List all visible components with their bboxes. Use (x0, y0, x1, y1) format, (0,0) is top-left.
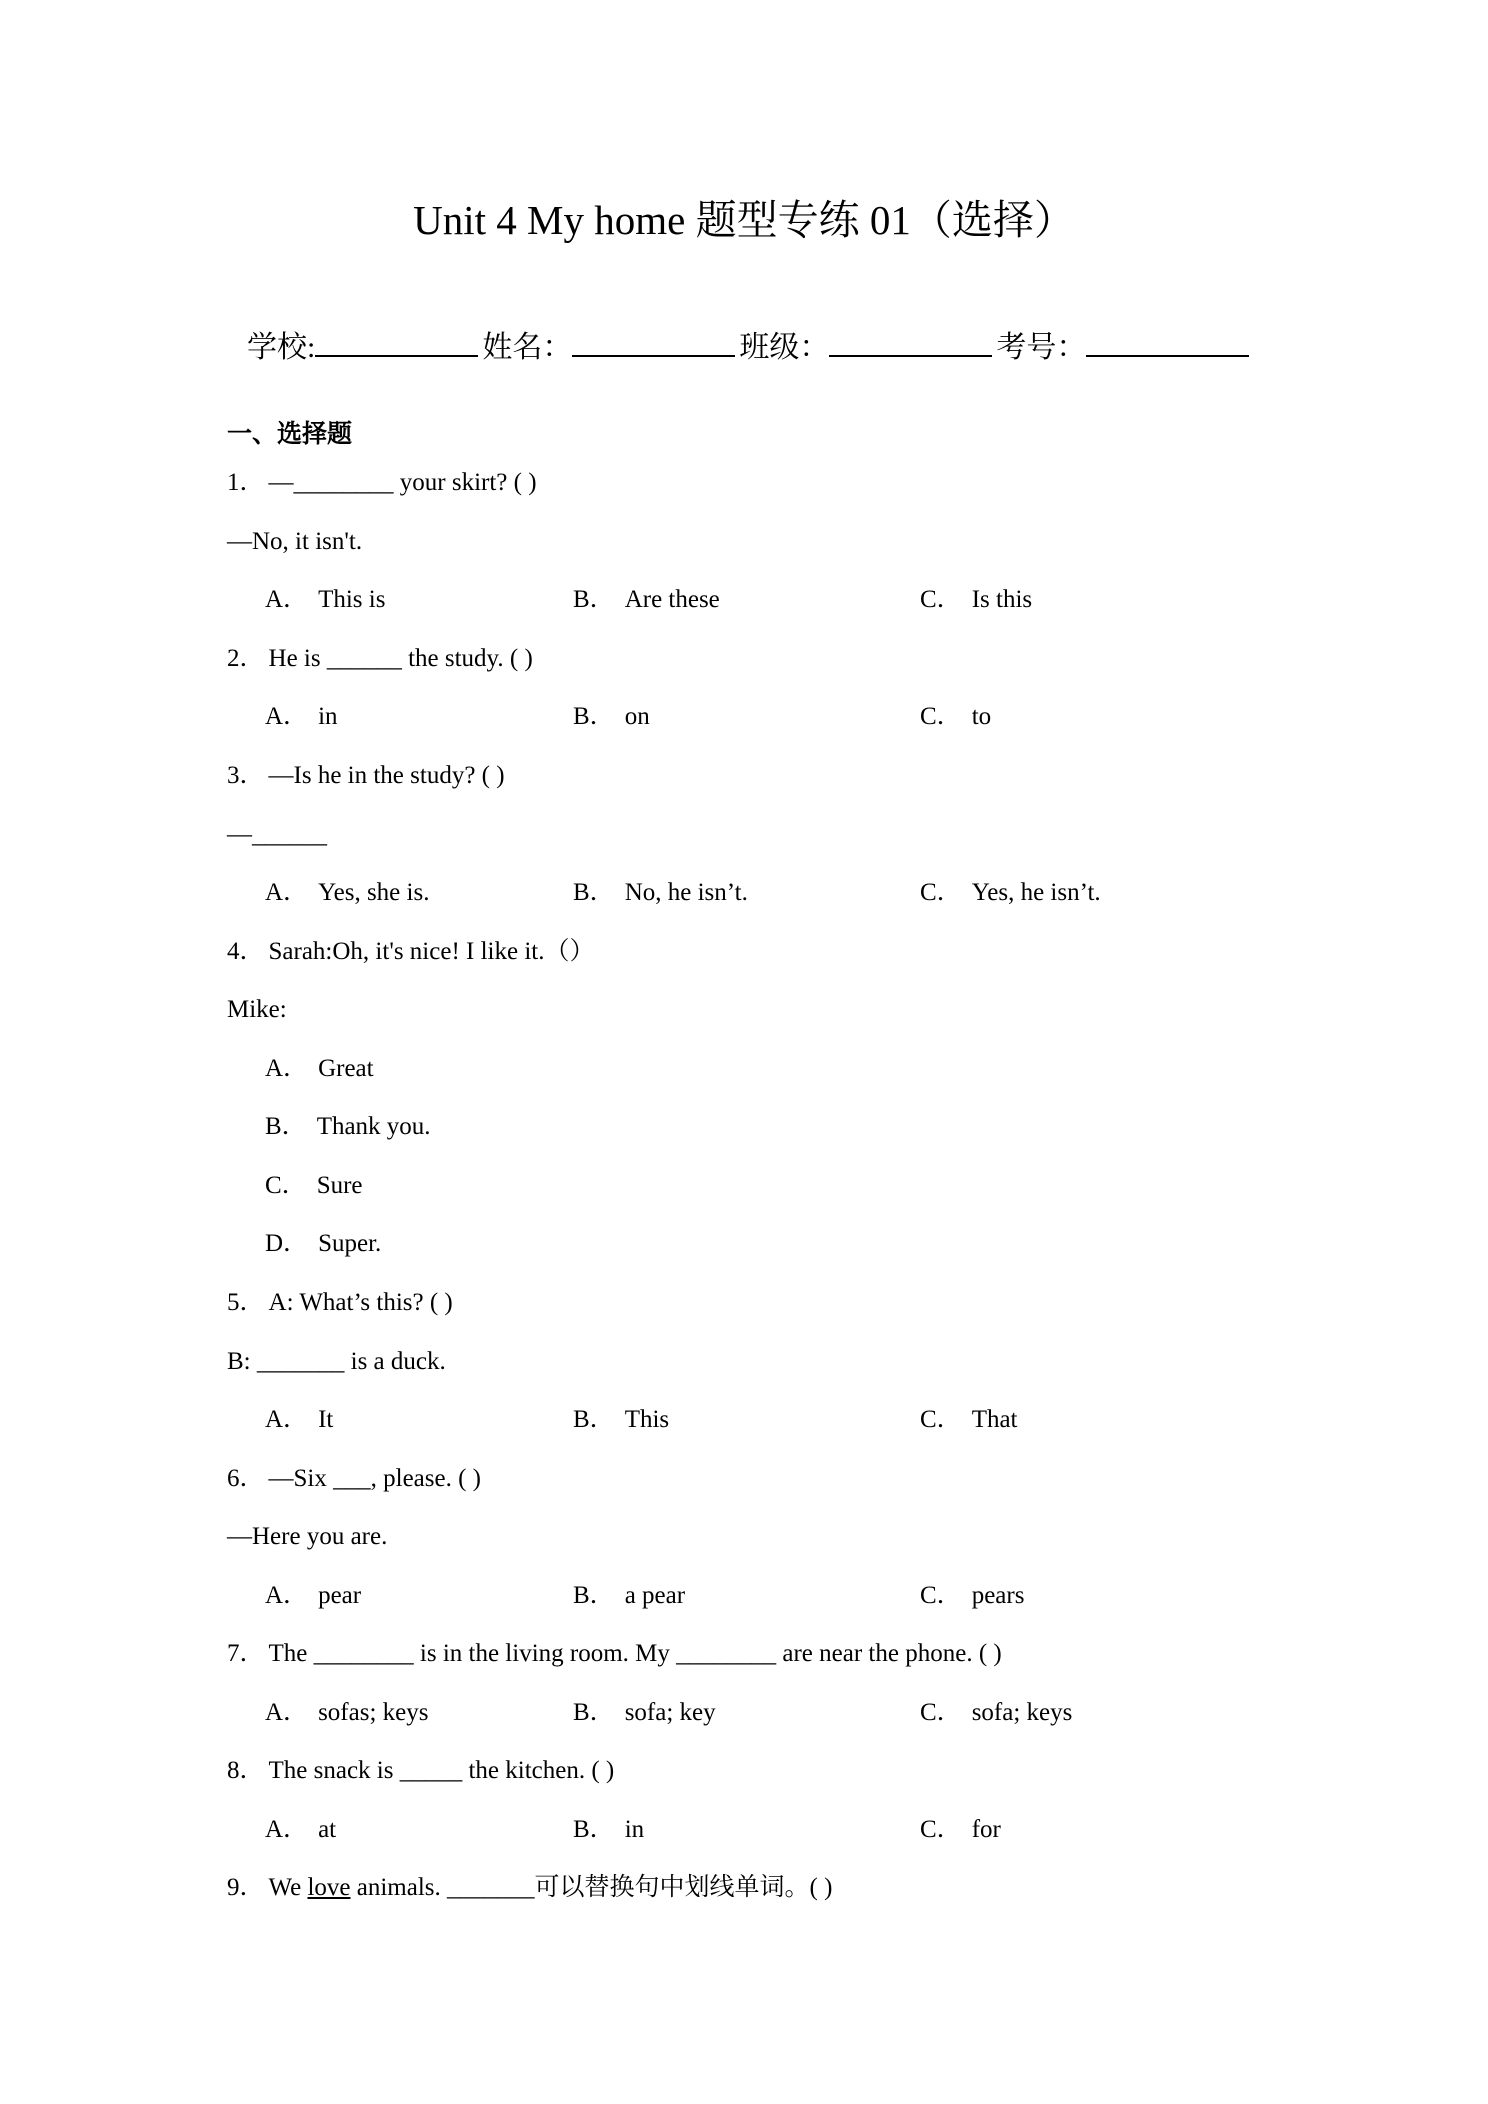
option-letter: A． (265, 586, 309, 613)
option-letter: A． (265, 1055, 309, 1082)
question-4-option-c[interactable] (265, 1169, 363, 1203)
option-text: sofas; keys (318, 1699, 429, 1726)
question-4-stem (227, 935, 594, 969)
school-label: 学校: (247, 331, 316, 364)
option-letter: C． (920, 1699, 962, 1726)
option-letter: A． (265, 1699, 309, 1726)
question-text: —Is he in the study? ( ) (268, 762, 505, 789)
question-7-option-b[interactable] (573, 1696, 716, 1730)
question-number: 1． (227, 469, 265, 496)
question-text: B: (227, 1348, 257, 1375)
question-text: — (268, 469, 294, 496)
option-text: a pear (624, 1582, 686, 1609)
answer-blank: ___ (333, 1465, 371, 1492)
question-number: 5． (227, 1289, 265, 1316)
option-letter: C． (265, 1172, 307, 1199)
page-title: Unit 4 My home 题型专练 01（选择） (413, 197, 1075, 243)
question-3-stem (227, 759, 505, 793)
option-text: at (318, 1816, 337, 1843)
question-4-option-d[interactable] (265, 1227, 381, 1261)
option-letter: A． (265, 879, 309, 906)
option-text: Sure (316, 1172, 363, 1199)
option-letter: B． (573, 1582, 615, 1609)
question-7-option-a[interactable] (265, 1696, 428, 1730)
question-number: 4． (227, 938, 265, 965)
option-text: Yes, he isn’t. (971, 879, 1101, 906)
answer-blank: ________ (313, 1640, 414, 1667)
answer-blank: ______ (252, 821, 327, 848)
option-letter: C． (920, 1582, 962, 1609)
option-letter: B． (573, 586, 615, 613)
option-text: sofa; keys (971, 1699, 1073, 1726)
question-6-stem (227, 1462, 481, 1496)
question-3-option-b[interactable] (573, 876, 748, 910)
question-1-option-c[interactable] (920, 583, 1032, 617)
answer-blank: ______ (326, 645, 402, 672)
question-text: He is (268, 645, 327, 672)
question-5-stem (227, 1286, 453, 1320)
question-8-option-c[interactable] (920, 1813, 1001, 1847)
question-text: We (268, 1874, 308, 1901)
question-2-stem (227, 642, 533, 676)
option-letter: C． (920, 879, 962, 906)
question-number: 3． (227, 762, 265, 789)
option-text: sofa; key (624, 1699, 716, 1726)
question-5-option-b[interactable] (573, 1403, 669, 1437)
question-1-option-a[interactable] (265, 583, 385, 617)
option-text: Thank you. (316, 1113, 431, 1140)
question-number: 2． (227, 645, 265, 672)
option-text: No, he isn’t. (624, 879, 748, 906)
option-text: on (624, 703, 650, 730)
question-2-option-c[interactable] (920, 700, 991, 734)
option-letter: C． (920, 586, 962, 613)
option-text: This is (318, 586, 386, 613)
question-number: 9． (227, 1874, 265, 1901)
question-6-response: —Here you are. (227, 1523, 388, 1550)
class-label: 班级： (739, 331, 830, 364)
question-text: your skirt? ( ) (393, 469, 537, 496)
option-letter: A． (265, 703, 309, 730)
question-9-stem (227, 1871, 832, 1905)
question-1-response: —No, it isn't. (227, 528, 363, 555)
option-text: pears (971, 1582, 1025, 1609)
question-3-response (227, 818, 327, 852)
option-text: pear (318, 1582, 362, 1609)
option-text: Great (318, 1055, 374, 1082)
option-text: Are these (624, 586, 720, 613)
option-letter: B． (265, 1113, 307, 1140)
question-text: The snack is (268, 1757, 400, 1784)
question-6-option-c[interactable] (920, 1579, 1024, 1613)
question-8-stem (227, 1754, 614, 1788)
option-text: This (624, 1406, 670, 1433)
section-title: 一、选择题 (227, 421, 353, 448)
option-letter: D． (265, 1230, 309, 1257)
option-text: Yes, she is. (318, 879, 430, 906)
question-2-option-a[interactable] (265, 700, 338, 734)
option-letter: C． (920, 703, 962, 730)
question-5-option-a[interactable] (265, 1403, 333, 1437)
question-text: —Six (268, 1465, 334, 1492)
question-number: 8． (227, 1757, 265, 1784)
exam-no-blank[interactable] (1086, 325, 1249, 357)
question-2-option-b[interactable] (573, 700, 650, 734)
option-text: That (971, 1406, 1018, 1433)
name-label: 姓名： (482, 331, 573, 364)
option-letter: A． (265, 1406, 309, 1433)
question-5-response (227, 1345, 446, 1379)
option-text: Super. (318, 1230, 382, 1257)
question-text: The (268, 1640, 314, 1667)
option-letter: B． (573, 1816, 615, 1843)
question-4-option-a[interactable] (265, 1052, 374, 1086)
question-number: 6． (227, 1465, 265, 1492)
option-letter: A． (265, 1582, 309, 1609)
option-letter: B． (573, 879, 615, 906)
question-6-option-a[interactable] (265, 1579, 361, 1613)
question-text: A: What’s this? ( ) (268, 1289, 453, 1316)
question-1-option-b[interactable] (573, 583, 720, 617)
class-blank[interactable] (829, 325, 992, 357)
question-4-option-b[interactable] (265, 1110, 431, 1144)
option-text: It (318, 1406, 334, 1433)
question-text: — (227, 821, 252, 848)
name-blank[interactable] (572, 325, 735, 357)
option-text: to (971, 703, 992, 730)
answer-blank: _____ (399, 1757, 463, 1784)
answer-blank: ________ (676, 1640, 777, 1667)
question-text: are near the phone. ( ) (776, 1640, 1002, 1667)
question-8-option-b[interactable] (573, 1813, 644, 1847)
option-text: for (971, 1816, 1001, 1843)
question-text: is a duck. (344, 1348, 446, 1375)
option-letter: C． (920, 1406, 962, 1433)
option-letter: B． (573, 1699, 615, 1726)
question-7-option-c[interactable] (920, 1696, 1072, 1730)
question-3-option-a[interactable] (265, 876, 429, 910)
answer-blank: _______ (447, 1874, 535, 1901)
question-text: the study. ( ) (401, 645, 533, 672)
question-text: animals. (350, 1874, 448, 1901)
question-text: , please. ( ) (370, 1465, 481, 1492)
question-text: the kitchen. ( ) (462, 1757, 615, 1784)
option-text: in (318, 703, 338, 730)
student-info-line (247, 325, 1249, 368)
question-3-option-c[interactable] (920, 876, 1101, 910)
option-letter: C． (920, 1816, 962, 1843)
answer-blank: _______ (256, 1348, 345, 1375)
exam-no-label: 考号： (996, 331, 1087, 364)
question-7-stem (227, 1637, 1002, 1671)
question-1-stem (227, 466, 537, 500)
school-blank[interactable] (315, 325, 478, 357)
question-text: 可以替换句中划线单词。( ) (534, 1874, 833, 1901)
question-5-option-c[interactable] (920, 1403, 1018, 1437)
question-6-option-b[interactable] (573, 1579, 685, 1613)
option-text: in (624, 1816, 645, 1843)
question-text: Sarah:Oh, it's nice! I like it.（） (268, 938, 595, 965)
option-text: Is this (971, 586, 1033, 613)
question-8-option-a[interactable] (265, 1813, 336, 1847)
option-letter: A． (265, 1816, 309, 1843)
question-4-response: Mike: (227, 996, 287, 1023)
answer-blank: ________ (293, 469, 394, 496)
option-letter: B． (573, 703, 615, 730)
question-number: 7． (227, 1640, 265, 1667)
underlined-word: love (307, 1874, 351, 1901)
question-text: is in the living room. My (413, 1640, 677, 1667)
option-letter: B． (573, 1406, 615, 1433)
